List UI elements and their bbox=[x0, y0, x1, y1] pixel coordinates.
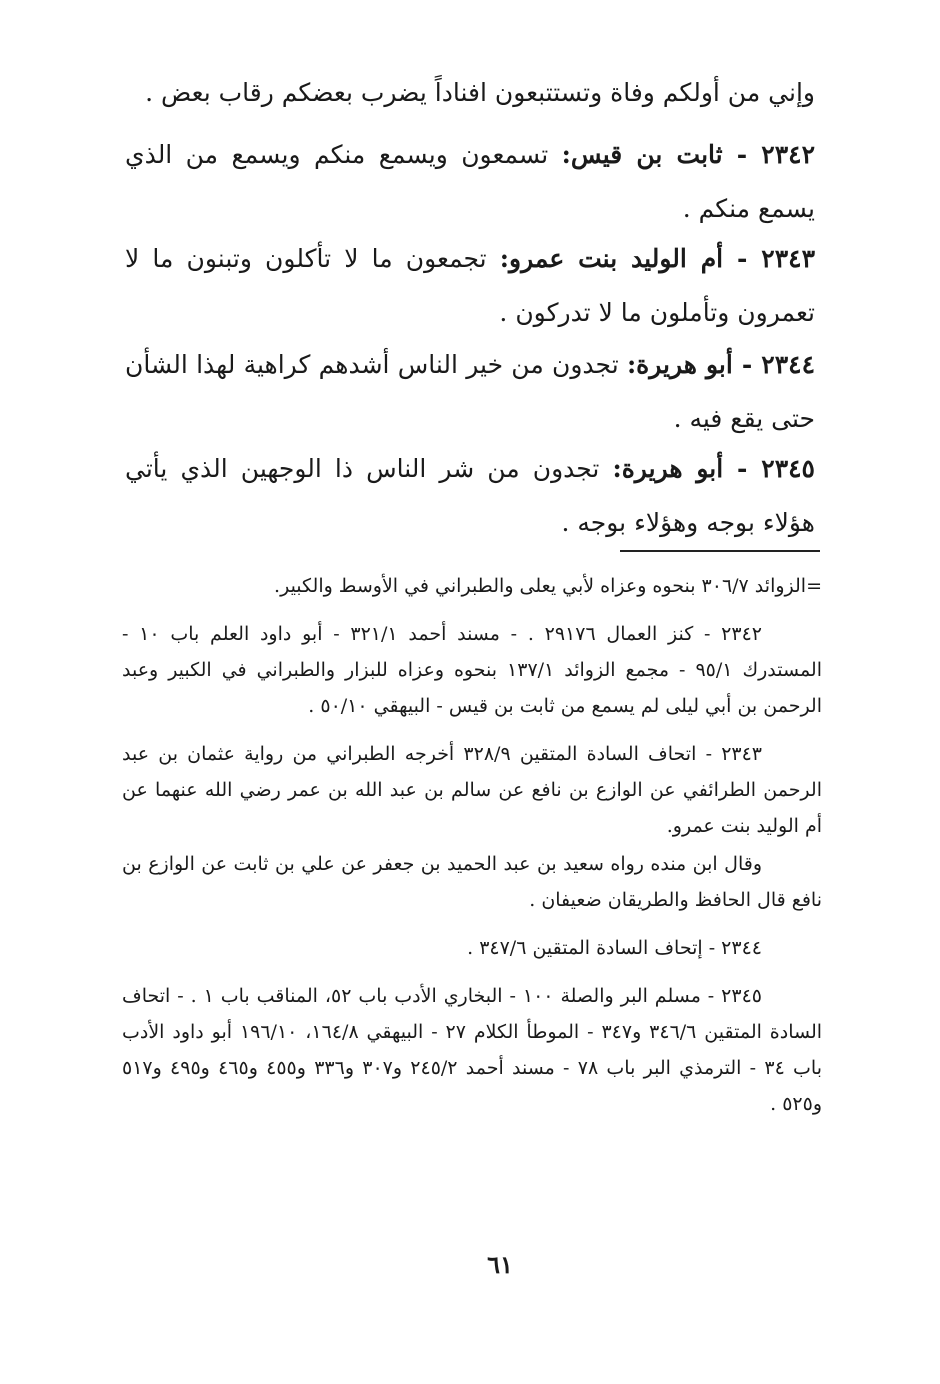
entry-text: تجمعون ما لا تأكلون وتبنون ما لا تعمرون وتأملون ما لا تدركون . bbox=[125, 244, 815, 327]
footnote-2345 bbox=[122, 978, 822, 1122]
entry-heading: ٢٣٤٣ - أم الوليد بنت عمرو: bbox=[499, 244, 815, 273]
footnote-text: الزوائد ٣٠٦/٧ بنحوه وعزاه لأبي يعلى والطبراني في الأوسط والكبير. bbox=[274, 575, 807, 597]
entry-text: تسمعون ويسمع منكم ويسمع من الذي يسمع منكم . bbox=[125, 140, 815, 223]
hadith-entry-2345 bbox=[125, 442, 815, 550]
footnotes-section bbox=[122, 568, 822, 1134]
hadith-entry-2343 bbox=[125, 232, 815, 340]
footnote-2342 bbox=[122, 616, 822, 724]
footnote-2343-cont bbox=[122, 846, 822, 918]
continuation-mark: = bbox=[806, 575, 822, 597]
footnote-text: وقال ابن منده رواه سعيد بن عبد الحميد بن جعفر عن علي بن ثابت عن الوازع بن نافع قال الحافظ والطريقان ضعيفان . bbox=[122, 853, 822, 911]
footnote-2343 bbox=[122, 736, 822, 844]
footnote-divider bbox=[620, 550, 820, 552]
footnote-continuation bbox=[122, 568, 822, 604]
entry-text: تجدون من خير الناس أشدهم كراهية لهذا الشأن حتى يقع فيه . bbox=[125, 350, 815, 433]
footnote-2344 bbox=[122, 930, 822, 966]
footnote-text: ٢٣٤٥ - مسلم البر والصلة ١٠٠ - البخاري الأدب باب ٥٢، المناقب باب ١ . - اتحاف السادة المتقين ٣٤٦/٦ و٣٤٧ - الموطأ الكلام ٢٧ - البيهقي ١٦٤/٨، ١٩٦/١٠ أبو داود الأدب باب ٣٤ - الترمذي البر باب ٧٨ - مسند أحمد ٢٤٥/٢ و٣٠٧ و٣٣٦ و٤٥٥ و٤٦٥ و٤٩٥ و٥١٧ و٥٢٥ . bbox=[122, 985, 823, 1115]
footnote-text: ٢٣٤٢ - كنز العمال ٢٩١٧٦ . - مسند أحمد ٣٢١/١ - أبو داود العلم باب ١٠ - المستدرك ٩٥/١ - مجمع الزوائد ١٣٧/١ بنحوه وعزاه للبزار والطبراني في الكبير وعبد الرحمن بن أبي ليلى لم يسمع من ثابت بن قيس - البيهقي ٥٠/١٠ . bbox=[122, 623, 822, 717]
footnote-text: ٢٣٤٤ - إتحاف السادة المتقين ٣٤٧/٦ . bbox=[467, 937, 762, 959]
entry-heading: ٢٣٤٤ - أبو هريرة: bbox=[626, 350, 815, 379]
entry-text: تجدون من شر الناس ذا الوجهين الذي يأتي هؤلاء بوجه وهؤلاء بوجه . bbox=[125, 454, 815, 537]
entry-heading: ٢٣٤٥ - أبو هريرة: bbox=[612, 454, 815, 483]
footnote-text: ٢٣٤٣ - اتحاف السادة المتقين ٣٢٨/٩ أخرجه الطبراني من رواية عثمان بن عبد الرحمن الطرائفي عن الوازع بن نافع عن سالم بن عبد الله بن عمر رضي الله عنهما عن أم الوليد بنت عمرو. bbox=[122, 743, 822, 837]
page-number: ٦١ bbox=[487, 1250, 513, 1279]
main-text-lead bbox=[125, 66, 815, 120]
hadith-entry-2342 bbox=[125, 128, 815, 236]
hadith-entry-2344 bbox=[125, 338, 815, 446]
entry-heading: ٢٣٤٢ - ثابت بن قيس: bbox=[561, 140, 815, 169]
lead-text: وإني من أولكم وفاة وتستتبعون افناداً يضرب بعضكم رقاب بعض . bbox=[145, 78, 815, 107]
